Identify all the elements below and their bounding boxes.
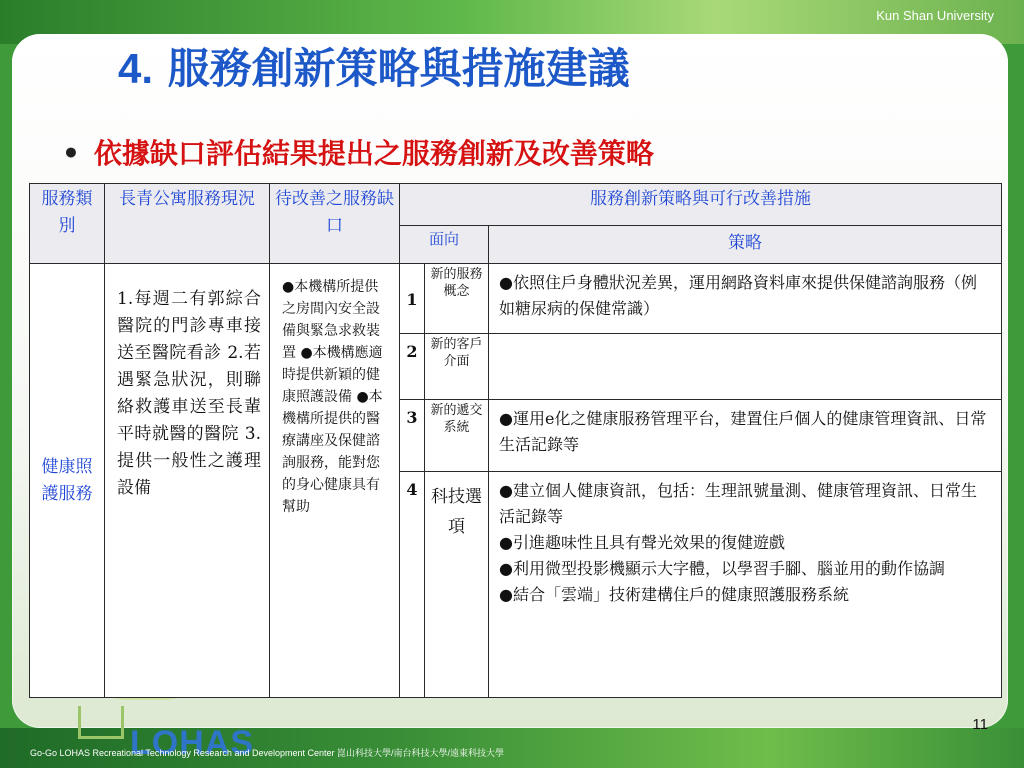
header-strategy: 策略 bbox=[489, 226, 1002, 264]
strategy-line: ●結合「雲端」技術建構住戶的健康照護服務系統 bbox=[499, 585, 849, 604]
title-number: 4. bbox=[118, 45, 154, 92]
university-brand: Kun Shan University bbox=[876, 8, 994, 23]
title-text: 服務創新策略與措施建議 bbox=[153, 44, 630, 93]
item-index-1: 1 bbox=[400, 264, 425, 334]
header-strategy-group: 服務創新策略與可行改善措施 bbox=[400, 184, 1002, 226]
header-facet: 面向 bbox=[400, 226, 489, 264]
strategy-line: ●引進趣味性且具有聲光效果的復健遊戲 bbox=[499, 533, 785, 552]
item-facet-2: 新的客戶介面 bbox=[425, 334, 489, 400]
header-status: 長青公寓服務現況 bbox=[105, 184, 270, 264]
lohas-logo: LOHAS bbox=[130, 724, 254, 762]
strategy-table bbox=[29, 183, 1002, 698]
item-facet-1: 新的服務概念 bbox=[425, 264, 489, 334]
slide-title bbox=[118, 36, 630, 96]
item-index-2: 2 bbox=[400, 334, 425, 400]
current-status-cell: 1.每週二有郭綜合醫院的門診專車接送至醫院看診 2.若遇緊急狀況，則聯絡救護車送至長輩平時就醫的醫院 3.提供一般性之護理設備 bbox=[105, 264, 270, 698]
category-cell: 健康照護服務 bbox=[30, 264, 105, 698]
item-facet-3: 新的遞交系統 bbox=[425, 400, 489, 472]
slide-subtitle bbox=[62, 132, 654, 172]
bullet-icon: • bbox=[62, 137, 80, 170]
item-index-3: 3 bbox=[400, 400, 425, 472]
strategy-line: ●利用微型投影機顯示大字體，以學習手腳、腦並用的動作協調 bbox=[499, 559, 945, 578]
house-icon bbox=[78, 706, 124, 739]
item-strategy-2 bbox=[489, 334, 1002, 400]
strategy-line: ●建立個人健康資訊，包括：生理訊號量測、健康管理資訊、日常生活記錄等 bbox=[499, 481, 977, 526]
item-strategy-4 bbox=[489, 472, 1002, 698]
item-facet-4: 科技選項 bbox=[425, 472, 489, 698]
header-category: 服務類別 bbox=[30, 184, 105, 264]
header-gap: 待改善之服務缺口 bbox=[270, 184, 400, 264]
page-number: 11 bbox=[972, 716, 988, 733]
item-index-4: 4 bbox=[400, 472, 425, 698]
subtitle-text: 依據缺口評估結果提出之服務創新及改善策略 bbox=[93, 137, 654, 170]
footer-credit: Go-Go LOHAS Recreational Technology Research and Development Center 崑山科技大學/南台科技大學/遠東科技大學 bbox=[30, 748, 504, 758]
item-strategy-3: ●運用e化之健康服務管理平台，建置住戶個人的健康管理資訊、日常生活記錄等 bbox=[489, 400, 1002, 472]
service-gap-cell: ●本機構所提供之房間內安全設備與緊急求救裝置 ●本機構應適時提供新穎的健康照護設備 ●本機構所提供的醫療講座及保健諮詢服務，能對您的身心健康具有幫助 bbox=[270, 264, 400, 698]
item-strategy-1: ●依照住戶身體狀況差異，運用網路資料庫來提供保健諮詢服務（例如糖尿病的保健常識） bbox=[489, 264, 1002, 334]
